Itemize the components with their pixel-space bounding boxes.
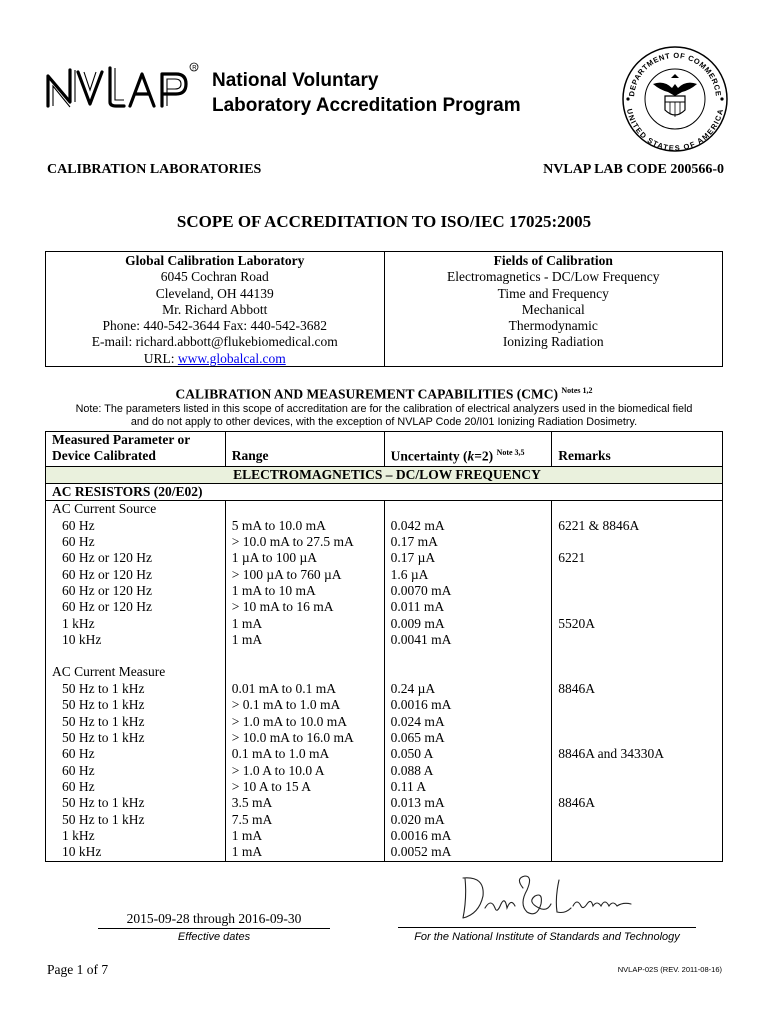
uncertainty-cell: 0.009 mA <box>384 616 552 632</box>
table-row <box>46 550 723 566</box>
parameter-cell: 10 kHz <box>46 844 226 861</box>
remarks-cell <box>552 697 723 713</box>
registered-icon: R <box>192 65 197 72</box>
lab-phone: Phone: 440-542-3644 Fax: 440-542-3682 <box>102 318 328 334</box>
field-item: Time and Frequency <box>497 285 609 301</box>
cmc-title-note: Notes 1,2 <box>561 386 593 395</box>
fields-column <box>385 252 723 366</box>
uncertainty-cell: 0.0052 mA <box>384 844 552 861</box>
section-title: ELECTROMAGNETICS – DC/LOW FREQUENCY <box>46 466 723 483</box>
table-row <box>46 697 723 713</box>
cmc-table <box>45 431 723 862</box>
table-row <box>46 518 723 534</box>
group-row <box>46 484 723 501</box>
table-row <box>46 681 723 697</box>
uncertainty-cell <box>384 501 552 518</box>
range-cell: > 10.0 mA to 16.0 mA <box>225 730 384 746</box>
uncertainty-cell: 0.0016 mA <box>384 828 552 844</box>
remarks-cell: 8846A <box>552 681 723 697</box>
lab-code: NVLAP LAB CODE 200566-0 <box>543 162 724 177</box>
table-row <box>46 795 723 811</box>
uncertainty-cell: 0.013 mA <box>384 795 552 811</box>
table-row <box>46 812 723 828</box>
parameter-cell: 60 Hz <box>46 763 226 779</box>
parameter-cell: 50 Hz to 1 kHz <box>46 714 226 730</box>
uncertainty-cell: 1.6 µA <box>384 567 552 583</box>
parameter-cell: 1 kHz <box>46 828 226 844</box>
table-row <box>46 599 723 615</box>
org-name-line1: National Voluntary <box>212 70 379 91</box>
lab-url-label: URL: <box>143 350 178 366</box>
parameter-cell: 1 kHz <box>46 616 226 632</box>
parameter-cell: 50 Hz to 1 kHz <box>46 812 226 828</box>
header-uncertainty: Uncertainty (k=2) $^{Note 3,5}$ <box>384 432 552 467</box>
uncertainty-cell: 0.050 A <box>384 746 552 762</box>
parameter-cell: 60 Hz <box>46 746 226 762</box>
cmc-note-line1: Note: The parameters listed in this scope of accreditation are for the calibration of electrical analyzers used in the biomedical field <box>75 403 693 415</box>
uncertainty-cell: 0.0070 mA <box>384 583 552 599</box>
field-item: Ionizing Radiation <box>502 334 604 350</box>
remarks-cell <box>552 763 723 779</box>
uncertainty-cell: 0.020 mA <box>384 812 552 828</box>
remarks-cell <box>552 664 723 680</box>
lab-address-line1: 6045 Cochran Road <box>160 269 269 285</box>
range-cell <box>225 501 384 518</box>
uncertainty-cell: 0.11 A <box>384 779 552 795</box>
table-row <box>46 501 723 518</box>
lab-address-line2: Cleveland, OH 44139 <box>155 285 274 301</box>
table-row <box>46 779 723 795</box>
remarks-cell: 6221 & 8846A <box>552 518 723 534</box>
parameter-cell: 60 Hz <box>46 779 226 795</box>
remarks-cell <box>552 632 723 648</box>
range-cell: > 0.1 mA to 1.0 mA <box>225 697 384 713</box>
remarks-cell <box>552 599 723 615</box>
parameter-cell: 60 Hz <box>46 534 226 550</box>
uncertainty-cell: 0.17 µA <box>384 550 552 566</box>
range-cell: 5 mA to 10.0 mA <box>225 518 384 534</box>
blank-cell <box>225 648 384 664</box>
table-row <box>46 534 723 550</box>
range-cell: 7.5 mA <box>225 812 384 828</box>
remarks-cell: 6221 <box>552 550 723 566</box>
page-title: SCOPE OF ACCREDITATION TO ISO/IEC 17025:2005 <box>176 212 592 231</box>
table-row <box>46 616 723 632</box>
range-cell: > 10.0 mA to 27.5 mA <box>225 534 384 550</box>
lab-contact: Mr. Richard Abbott <box>162 301 268 317</box>
remarks-cell <box>552 779 723 795</box>
department-of-commerce-seal-icon <box>620 44 730 154</box>
remarks-cell: 8846A and 34330A <box>552 746 723 762</box>
lab-address-column <box>46 252 385 366</box>
range-cell <box>225 664 384 680</box>
range-cell: 1 µA to 100 µA <box>225 550 384 566</box>
range-cell: 1 mA <box>225 844 384 861</box>
table-row <box>46 648 723 664</box>
parameter-cell: 50 Hz to 1 kHz <box>46 697 226 713</box>
effective-dates-label: Effective dates <box>177 931 251 943</box>
form-id: NVLAP-02S (REV. 2011-08-16) <box>617 965 722 974</box>
section-row <box>46 466 723 483</box>
range-cell: > 10 mA to 16 mA <box>225 599 384 615</box>
range-cell: > 100 µA to 760 µA <box>225 567 384 583</box>
uncertainty-cell: 0.011 mA <box>384 599 552 615</box>
lab-url-row <box>46 351 384 367</box>
table-row <box>46 730 723 746</box>
parameter-cell: AC Current Source <box>46 501 226 518</box>
cmc-title: CALIBRATION AND MEASUREMENT CAPABILITIES (CMC) $^{Notes 1,2}$ <box>175 386 593 402</box>
range-cell: 1 mA <box>225 616 384 632</box>
parameter-cell: 50 Hz to 1 kHz <box>46 730 226 746</box>
org-name <box>212 68 521 118</box>
cmc-note-line2: and do not apply to other devices, with the exception of NVLAP Code 20/I01 Ionizing Radiation Dosimetry. <box>130 416 638 428</box>
signature-line <box>398 927 696 928</box>
table-row <box>46 632 723 648</box>
signature <box>455 868 645 928</box>
parameter-cell: 50 Hz to 1 kHz <box>46 681 226 697</box>
range-cell: 1 mA to 10 mA <box>225 583 384 599</box>
uncertainty-cell: 0.024 mA <box>384 714 552 730</box>
table-row <box>46 664 723 680</box>
lab-info-box <box>45 251 723 367</box>
range-cell: 0.01 mA to 0.1 mA <box>225 681 384 697</box>
org-name-line2: Laboratory Accreditation Program <box>212 95 521 116</box>
table-row <box>46 714 723 730</box>
remarks-cell <box>552 828 723 844</box>
header-measured-parameter: Measured Parameter or Device Calibrated <box>46 432 226 467</box>
fields-heading: Fields of Calibration <box>493 253 613 268</box>
uncertainty-cell: 0.088 A <box>384 763 552 779</box>
parameter-cell: AC Current Measure <box>46 664 226 680</box>
parameter-cell: 60 Hz or 120 Hz <box>46 583 226 599</box>
remarks-cell: 5520A <box>552 616 723 632</box>
remarks-cell <box>552 567 723 583</box>
remarks-cell <box>552 730 723 746</box>
svg-text:DEPARTMENT OF COMMERCE: DEPARTMENT OF COMMERCE <box>627 50 723 98</box>
parameter-cell: 10 kHz <box>46 632 226 648</box>
parameter-cell: 60 Hz <box>46 518 226 534</box>
remarks-cell: 8846A <box>552 795 723 811</box>
table-row <box>46 567 723 583</box>
parameter-cell: 60 Hz or 120 Hz <box>46 550 226 566</box>
range-cell: 1 mA <box>225 632 384 648</box>
parameter-cell: 60 Hz or 120 Hz <box>46 599 226 615</box>
nvlap-logo <box>44 62 204 112</box>
remarks-cell <box>552 501 723 518</box>
page-number: Page 1 of 7 <box>47 962 109 977</box>
field-item: Thermodynamic <box>508 318 598 334</box>
table-row <box>46 583 723 599</box>
uncertainty-cell: 0.0016 mA <box>384 697 552 713</box>
field-item: Electromagnetics - DC/Low Frequency <box>446 269 660 285</box>
blank-cell <box>384 648 552 664</box>
header-range: Range <box>225 432 384 467</box>
range-cell: 0.1 mA to 1.0 mA <box>225 746 384 762</box>
lab-url-link[interactable]: www.globalcal.com <box>177 350 286 366</box>
range-cell: 1 mA <box>225 828 384 844</box>
lab-name: Global Calibration Laboratory <box>125 253 305 268</box>
remarks-cell <box>552 844 723 861</box>
header-remarks: Remarks <box>552 432 723 467</box>
range-cell: 3.5 mA <box>225 795 384 811</box>
table-header-row <box>46 432 723 467</box>
parameter-cell: 60 Hz or 120 Hz <box>46 567 226 583</box>
table-row <box>46 763 723 779</box>
table-row <box>46 828 723 844</box>
lab-type: CALIBRATION LABORATORIES <box>47 162 262 177</box>
uncertainty-cell: 0.0041 mA <box>384 632 552 648</box>
table-row <box>46 844 723 861</box>
remarks-cell <box>552 583 723 599</box>
uncertainty-cell: 0.065 mA <box>384 730 552 746</box>
group-title: AC RESISTORS (20/E02) <box>46 484 723 501</box>
nist-label: For the National Institute of Standards and Technology <box>414 931 680 943</box>
svg-text:UNITED STATES OF AMERICA: UNITED STATES OF AMERICA <box>624 107 726 153</box>
remarks-cell <box>552 534 723 550</box>
table-row <box>46 746 723 762</box>
cmc-note <box>20 403 748 429</box>
uncertainty-cell: 0.042 mA <box>384 518 552 534</box>
range-cell: > 1.0 mA to 10.0 mA <box>225 714 384 730</box>
range-cell: > 1.0 A to 10.0 A <box>225 763 384 779</box>
effective-dates: 2015-09-28 through 2016-09-30 <box>98 911 330 929</box>
lab-email: E-mail: richard.abbott@flukebiomedical.com <box>91 334 338 350</box>
parameter-cell: 50 Hz to 1 kHz <box>46 795 226 811</box>
remarks-cell <box>552 714 723 730</box>
remarks-cell <box>552 812 723 828</box>
blank-cell <box>552 648 723 664</box>
uncertainty-cell: 0.24 µA <box>384 681 552 697</box>
uncertainty-cell: 0.17 mA <box>384 534 552 550</box>
blank-cell <box>46 648 226 664</box>
uncertainty-cell <box>384 664 552 680</box>
range-cell: > 10 A to 15 A <box>225 779 384 795</box>
field-item: Mechanical <box>521 301 585 317</box>
